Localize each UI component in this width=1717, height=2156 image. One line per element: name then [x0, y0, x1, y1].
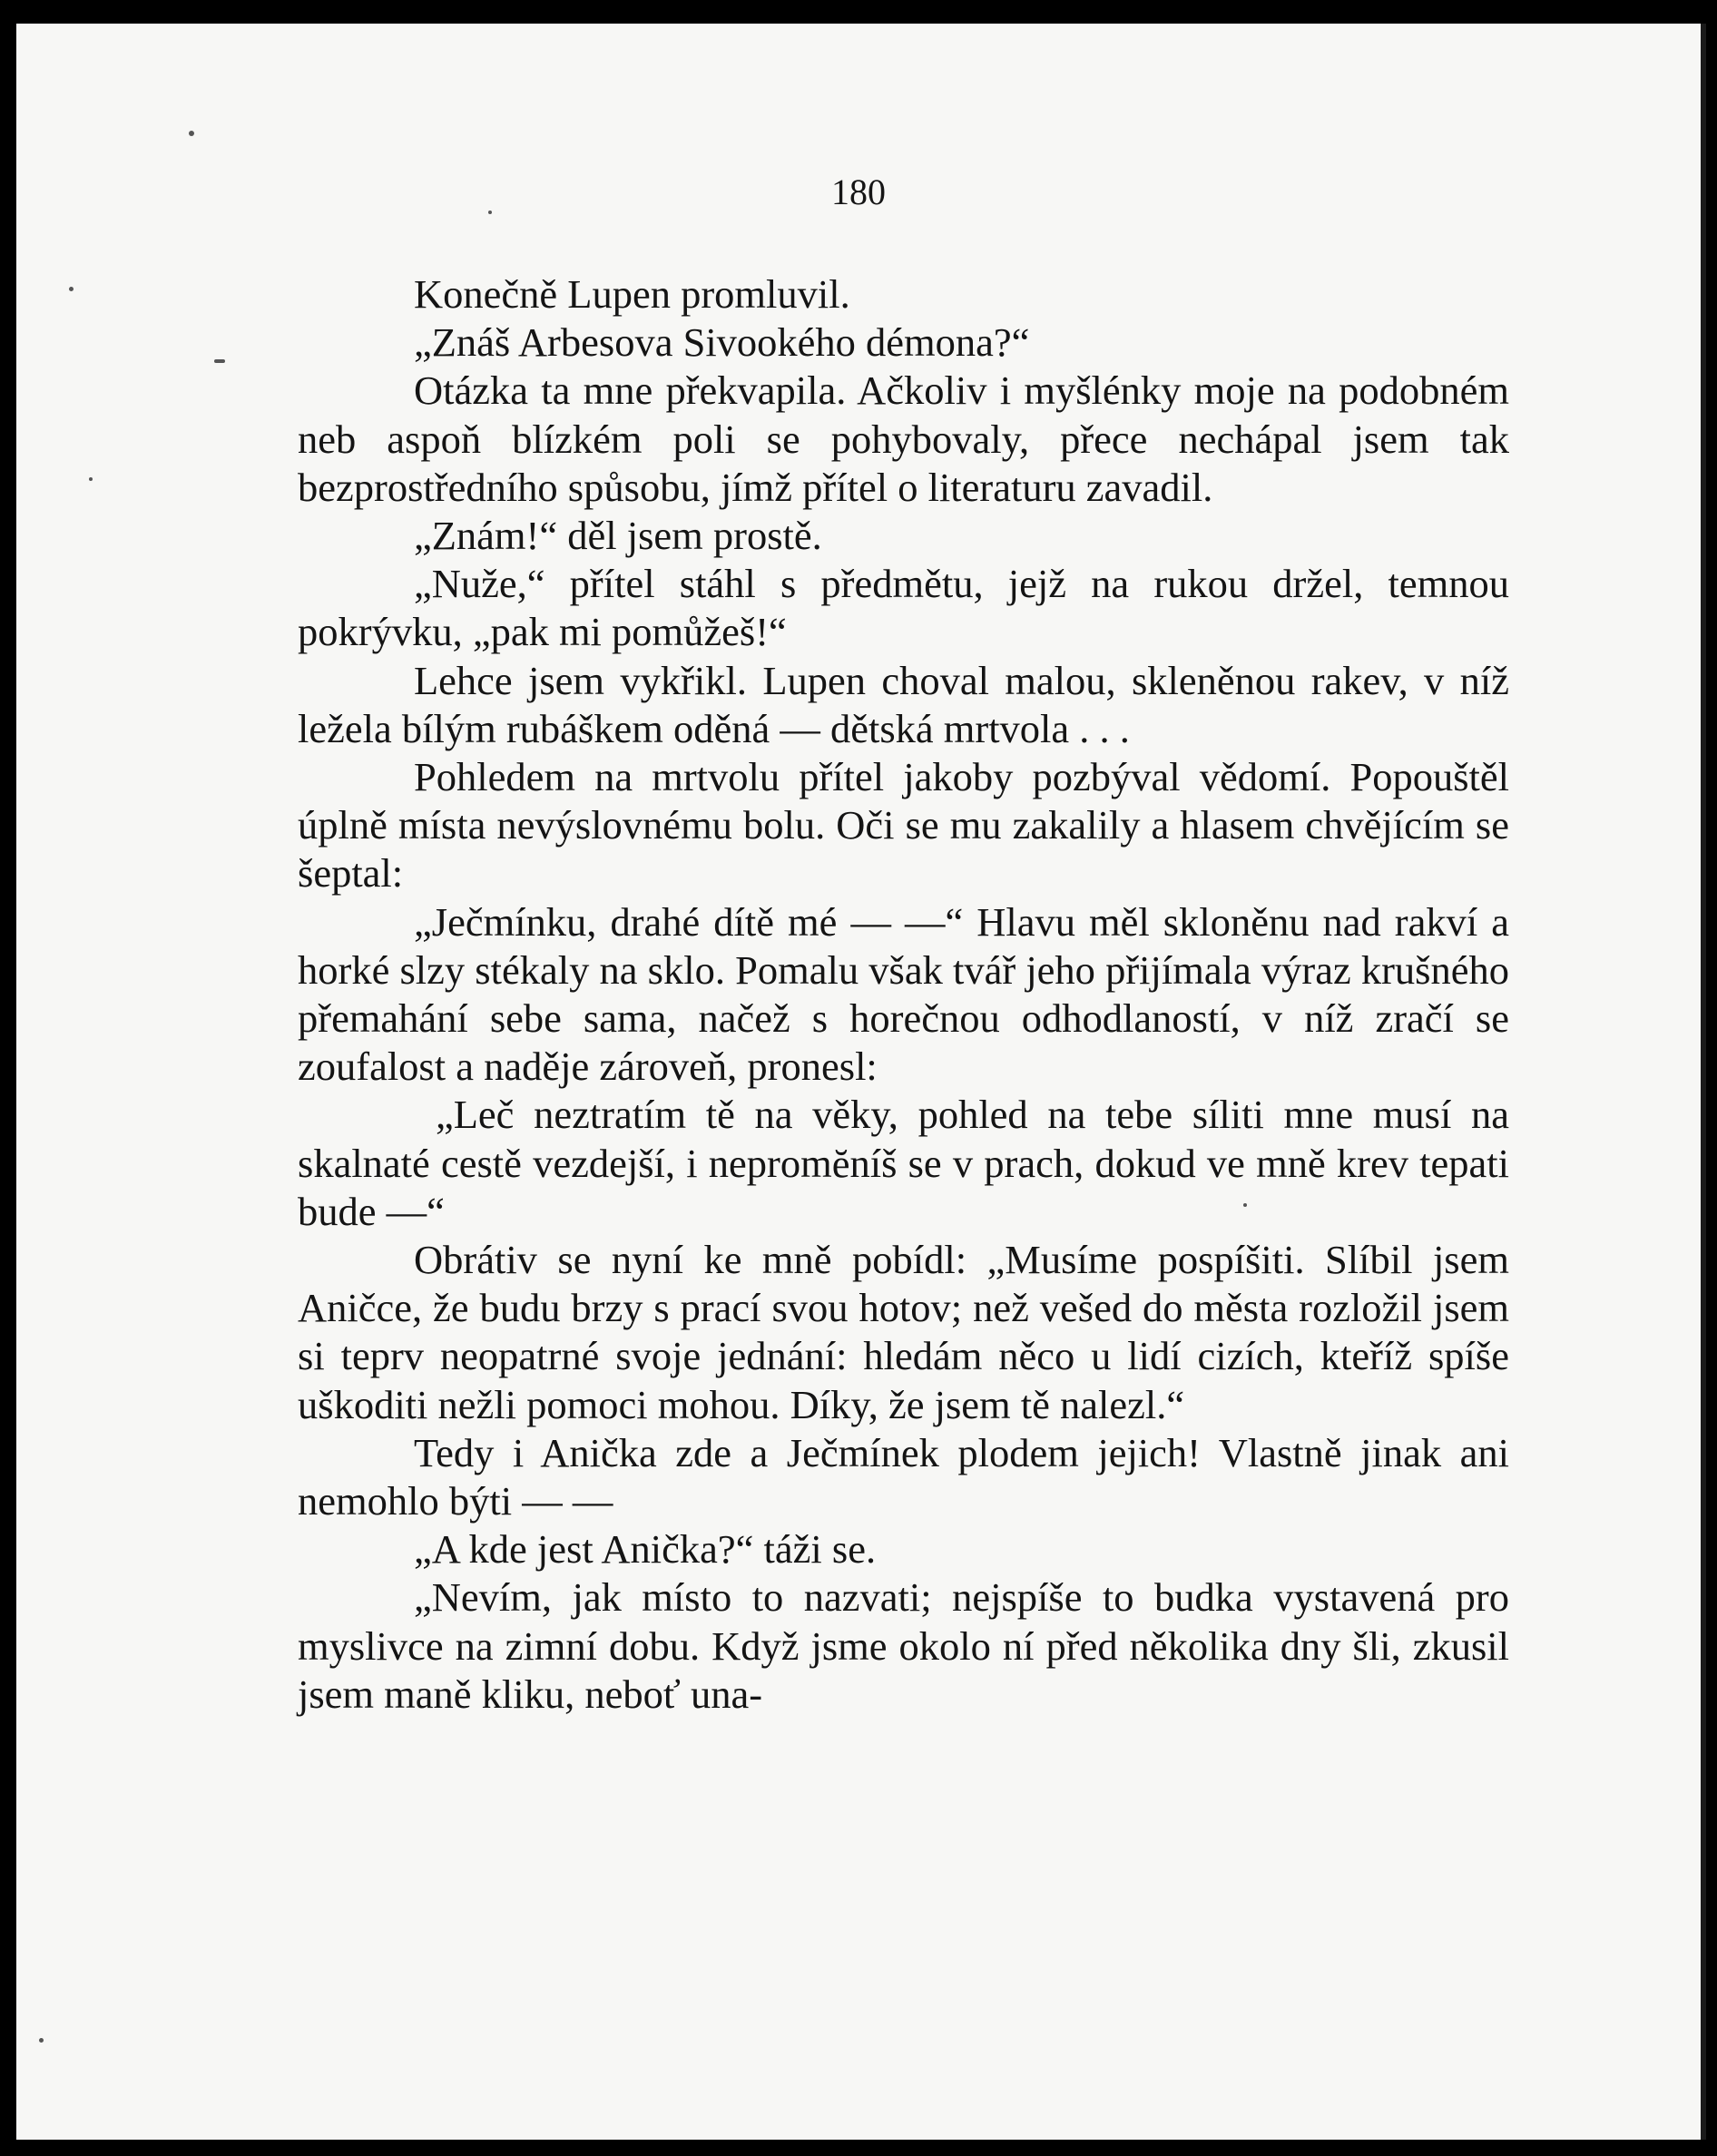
paragraph: Lehce jsem vykřikl. Lupen choval malou, skleněnou rakev, v níž ležela bílým rubáškem oděná — dětská mrtvola . . . [298, 657, 1509, 751]
paragraph: „Ječmínku, drahé dítě mé — —“ Hlavu měl skloněnu nad rakví a horké slzy stékaly na sklo. Pomalu však tvář jeho přijímala výraz krušného přemahání sebe sama, načež s horečnou odhodlaností, v níž zračí se zoufalost a naděje zároveň, pronesl: [298, 898, 1509, 1090]
paragraph: „Leč neztratím tě na věky, pohled na tebe síliti mne musí na skalnaté cestě vezdejší, i nepromĕníš se v prach, dokud ve mně krev tepati bude —“ [298, 1092, 1509, 1234]
paragraph: Otázka ta mne překvapila. Ačkoliv i myšlénky moje na podobném neb aspoň blízkém poli se pohybovaly, přece nechápal jsem tak bezprostředního spůsobu, jímž přítel o literaturu zavadil. [298, 368, 1509, 510]
body-text [298, 270, 1509, 1719]
print-speck [39, 2038, 44, 2043]
paragraph: Obrátiv se nyní ke mně pobídl: „Musíme pospíšiti. Slíbil jsem Aničce, že budu brzy s prací svou hotov; než vešed do města rozložil jsem si teprv neopatrné svoje jednání: hledám něco u lidí cizích, kteříž spíše uškoditi nežli pomoci mohou. Díky, že jsem tě nalezl.“ [298, 1237, 1509, 1427]
book-page [16, 24, 1706, 2140]
print-speck [89, 477, 93, 481]
print-speck [214, 359, 225, 363]
paragraph: Tedy i Anička zde a Ječmínek plodem jejich! Vlastně jinak ani nemohlo býti — — [298, 1429, 1509, 1524]
paragraph: „A kde jest Anička?“ táži se. [414, 1526, 877, 1573]
page-number: 180 [831, 172, 886, 212]
paragraph: „Znám!“ děl jsem prostě. [414, 513, 822, 559]
print-speck [69, 287, 74, 291]
paragraph: „Nuže,“ přítel stáhl s předmětu, jejž na rukou držel, temnou pokrývku, „pak mi pomůžeš!“ [298, 561, 1509, 655]
paragraph: „Nevím, jak místo to nazvati; nejspíše to budka vystavená pro myslivce na zimní dobu. Když jsme okolo ní před několika dny šli, zkusil jsem maně kliku, neboť una- [298, 1574, 1509, 1717]
paragraph: Konečně Lupen promluvil. [414, 271, 850, 317]
print-speck [189, 131, 194, 136]
paragraph: „Znáš Arbesova Sivookého démona?“ [414, 319, 1030, 366]
paragraph: Pohledem na mrtvolu přítel jakoby pozbýval vědomí. Popouštěl úplně místa nevýslovnému bolu. Oči se mu zakalily a hlasem chvějícím se šeptal: [298, 754, 1509, 897]
